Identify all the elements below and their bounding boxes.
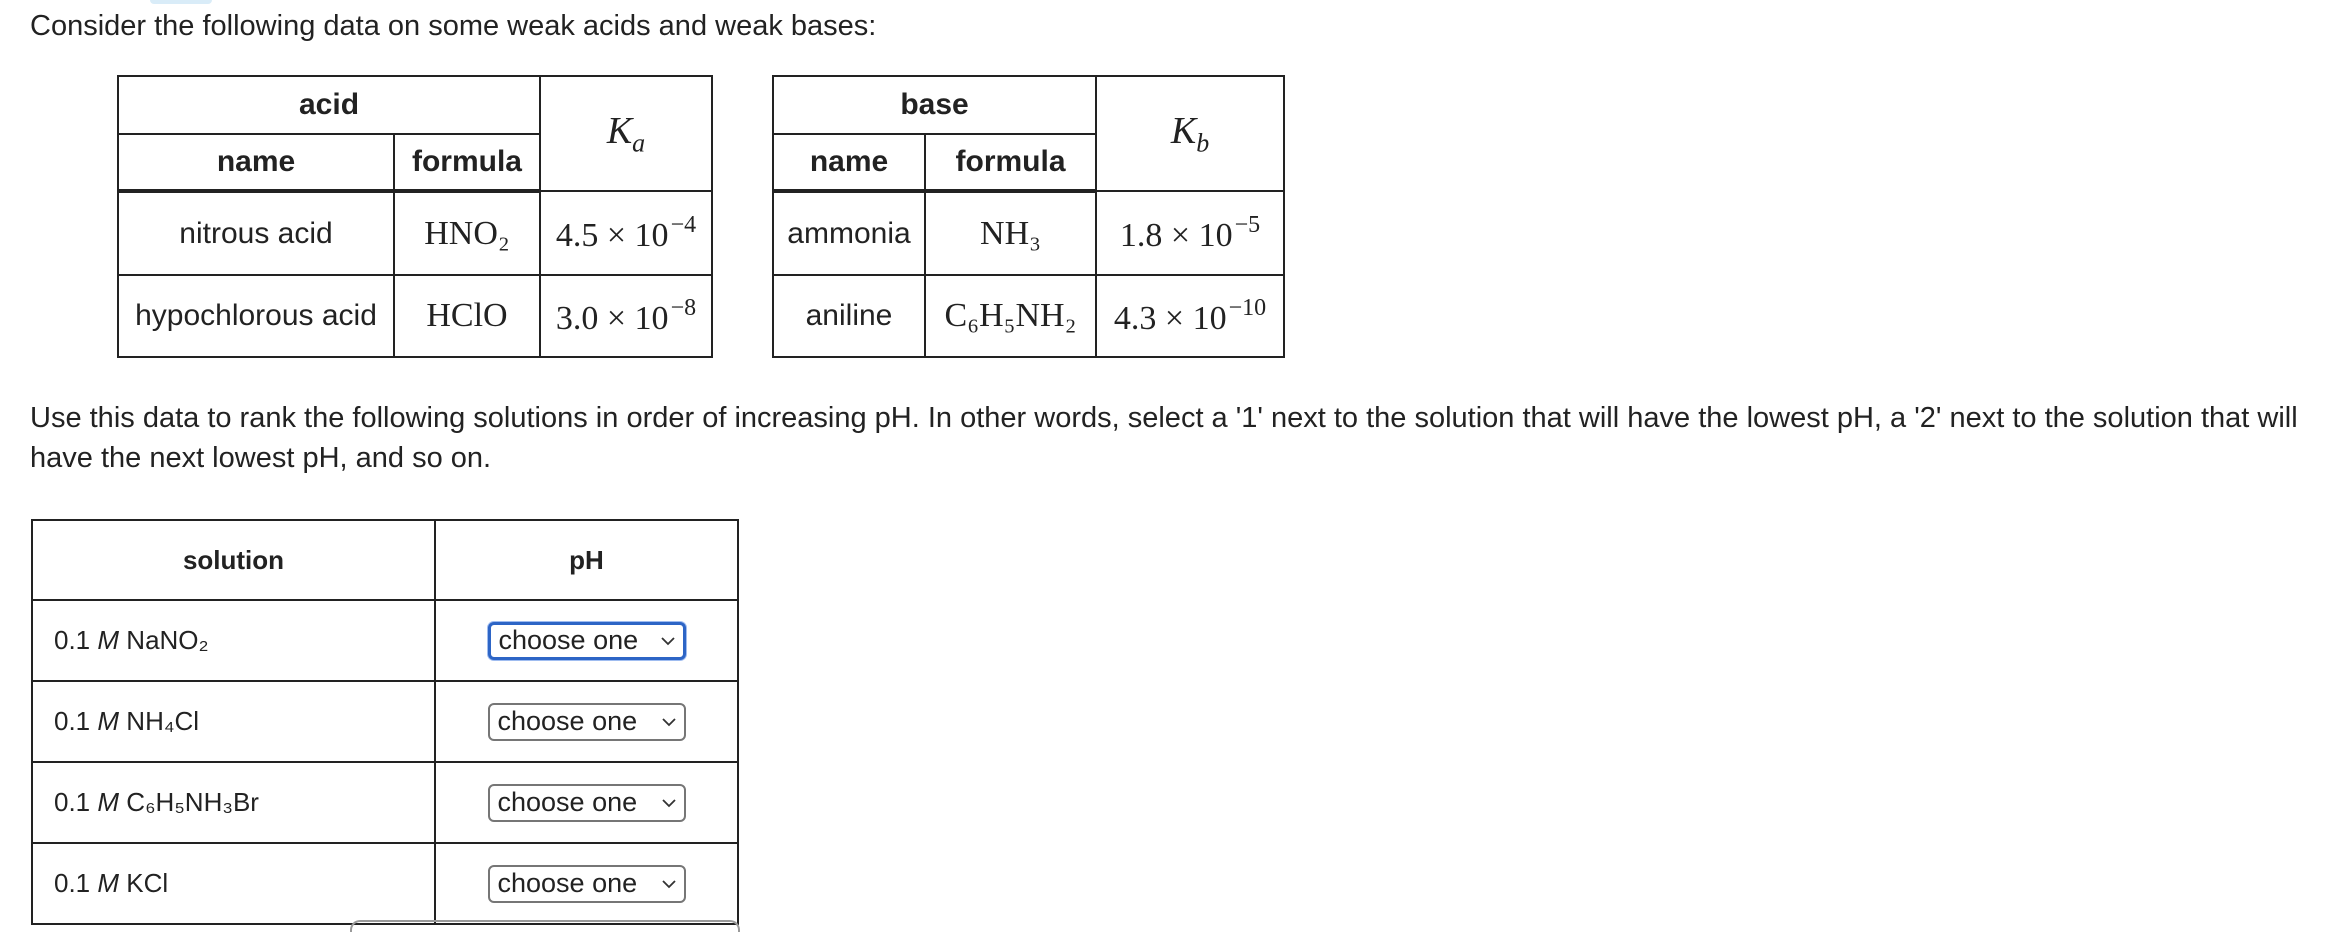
chevron-down-icon bbox=[660, 875, 678, 893]
ph-header: pH bbox=[435, 520, 738, 600]
ph-cell bbox=[435, 681, 738, 762]
kb-value: $1.8 \times 10^{-5}$ bbox=[1096, 191, 1284, 275]
table-row bbox=[32, 681, 738, 762]
select-value: choose one bbox=[498, 625, 639, 655]
bottom-panel-edge bbox=[350, 920, 740, 932]
ph-rank-select[interactable] bbox=[488, 703, 686, 741]
table-row bbox=[32, 600, 738, 681]
ranking-table bbox=[31, 519, 739, 925]
instructions-text: Use this data to rank the following solutions in order of increasing pH. In other words, select a '1' next to the solution that will have the lowest pH, a '2' next to the solution that will have the next lowest pH, and so on. bbox=[30, 402, 2298, 474]
kb-value: $4.3 \times 10^{-10}$ bbox=[1096, 275, 1284, 357]
ka-header: $K_a$ bbox=[540, 76, 712, 191]
table-row bbox=[118, 191, 712, 275]
solution-header: solution bbox=[32, 520, 435, 600]
solution-label: 0.1 M NaNO₂ bbox=[32, 600, 435, 681]
solution-label: 0.1 M NH₄Cl bbox=[32, 681, 435, 762]
acid-formula-header: formula bbox=[394, 134, 540, 191]
base-group-header: base bbox=[773, 76, 1096, 134]
table-row bbox=[32, 843, 738, 924]
acid-name: nitrous acid bbox=[118, 191, 394, 275]
ph-rank-select[interactable] bbox=[488, 784, 686, 822]
chevron-down-icon bbox=[660, 794, 678, 812]
acid-name-header: name bbox=[118, 134, 394, 191]
base-formula: C₆H₅NH₂ bbox=[925, 275, 1096, 357]
ka-value: $3.0 \times 10^{-8}$ bbox=[540, 275, 712, 357]
ka-value: $4.5 \times 10^{-4}$ bbox=[540, 191, 712, 275]
table-row bbox=[118, 275, 712, 357]
solution-label: 0.1 M C₆H₅NH₃Br bbox=[32, 762, 435, 843]
acid-name: hypochlorous acid bbox=[118, 275, 394, 357]
ph-cell bbox=[435, 762, 738, 843]
base-table bbox=[772, 75, 1285, 358]
acid-group-header: acid bbox=[118, 76, 540, 134]
ph-rank-select[interactable] bbox=[488, 865, 686, 903]
base-name: aniline bbox=[773, 275, 925, 357]
chevron-down-icon bbox=[660, 713, 678, 731]
select-value: choose one bbox=[497, 787, 638, 817]
ph-cell bbox=[435, 600, 738, 681]
table-row bbox=[32, 762, 738, 843]
ph-cell bbox=[435, 843, 738, 924]
solution-label: 0.1 M KCl bbox=[32, 843, 435, 924]
chevron-down-icon bbox=[659, 632, 677, 650]
select-value: choose one bbox=[497, 868, 638, 898]
acid-formula: HNO₂ bbox=[394, 191, 540, 275]
acid-table bbox=[117, 75, 713, 358]
table-row bbox=[773, 275, 1284, 357]
kb-header: $K_b$ bbox=[1096, 76, 1284, 191]
acid-formula: HClO bbox=[394, 275, 540, 357]
top-tab-edge bbox=[150, 0, 212, 4]
table-row bbox=[773, 191, 1284, 275]
intro-text: Consider the following data on some weak acids and weak bases: bbox=[30, 10, 877, 42]
ph-rank-select[interactable] bbox=[488, 622, 686, 660]
select-value: choose one bbox=[497, 706, 638, 736]
base-formula-header: formula bbox=[925, 134, 1096, 191]
base-formula: NH₃ bbox=[925, 191, 1096, 275]
base-name: ammonia bbox=[773, 191, 925, 275]
base-name-header: name bbox=[773, 134, 925, 191]
